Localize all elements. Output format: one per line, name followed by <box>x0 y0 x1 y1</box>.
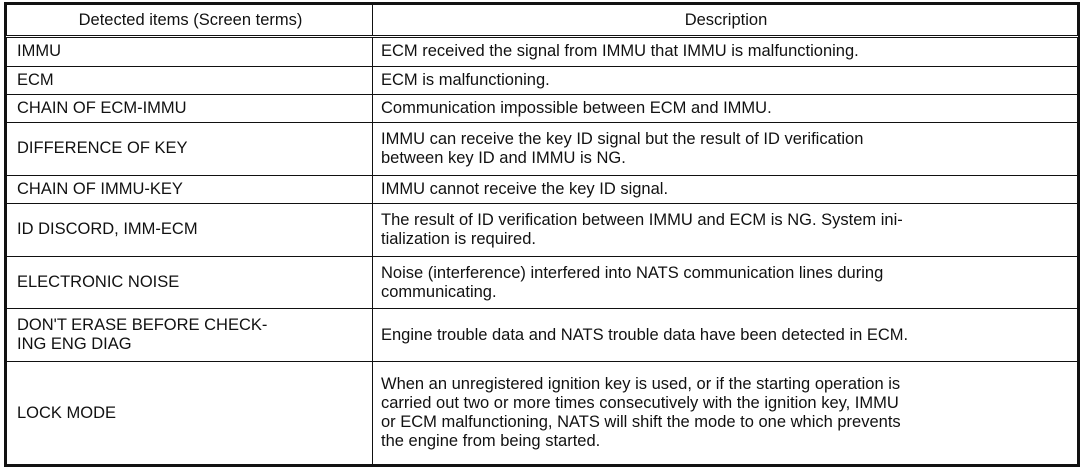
table-row <box>7 256 1078 309</box>
table-body <box>7 37 1078 465</box>
description-line: tialization is required. <box>381 229 536 248</box>
table-row <box>7 175 1078 203</box>
description-cell <box>373 204 1078 257</box>
description-cell <box>373 175 1078 203</box>
table-row <box>7 37 1078 67</box>
description-cell <box>373 123 1078 176</box>
description-line: ECM received the signal from IMMU that IMMU is malfunctioning. <box>381 42 859 61</box>
header-detected-items: Detected items (Screen terms) <box>7 5 373 37</box>
table-row <box>7 66 1078 94</box>
description-line: communicating. <box>381 282 497 301</box>
detected-item-cell: ID DISCORD, IMM-ECM <box>7 204 373 257</box>
table-row <box>7 362 1078 465</box>
description-cell <box>373 66 1078 94</box>
description-line: IMMU cannot receive the key ID signal. <box>381 179 669 198</box>
description-line: Engine trouble data and NATS trouble data have been detected in ECM. <box>381 325 909 344</box>
description-line: ECM is malfunctioning. <box>381 70 550 89</box>
detected-item-cell: CHAIN OF IMMU-KEY <box>7 175 373 203</box>
description-line: IMMU can receive the key ID signal but the result of ID verification <box>381 129 864 148</box>
detected-item-cell: DIFFERENCE OF KEY <box>7 123 373 176</box>
description-line: The result of ID verification between IMMU and ECM is NG. System ini- <box>381 210 903 229</box>
diagnostic-table-container <box>4 2 1080 467</box>
description-cell <box>373 309 1078 362</box>
detected-items-table <box>6 4 1078 465</box>
description-line: When an unregistered ignition key is used, or if the starting operation is <box>381 375 901 394</box>
description-line: or ECM malfunctioning, NATS will shift the mode to one which prevents <box>381 413 901 432</box>
detected-item-cell: LOCK MODE <box>7 362 373 465</box>
detected-item-cell: CHAIN OF ECM-IMMU <box>7 94 373 122</box>
table-row <box>7 94 1078 122</box>
table-row <box>7 204 1078 257</box>
table-header-row <box>7 5 1078 37</box>
description-line: between key ID and IMMU is NG. <box>381 148 626 167</box>
detected-item-cell: DON'T ERASE BEFORE CHECK- ING ENG DIAG <box>7 309 373 362</box>
description-line: Communication impossible between ECM and IMMU. <box>381 98 772 117</box>
detected-item-cell: ELECTRONIC NOISE <box>7 256 373 309</box>
description-cell <box>373 362 1078 465</box>
table-row <box>7 309 1078 362</box>
description-line: Noise (interference) interfered into NATS communication lines during <box>381 263 884 282</box>
table-row <box>7 123 1078 176</box>
description-line: carried out two or more times consecutively with the ignition key, IMMU <box>381 394 899 413</box>
detected-item-cell: ECM <box>7 66 373 94</box>
header-description: Description <box>373 5 1078 37</box>
description-cell <box>373 256 1078 309</box>
description-cell <box>373 37 1078 67</box>
description-cell <box>373 94 1078 122</box>
detected-item-cell: IMMU <box>7 37 373 67</box>
description-line: the engine from being started. <box>381 432 601 451</box>
